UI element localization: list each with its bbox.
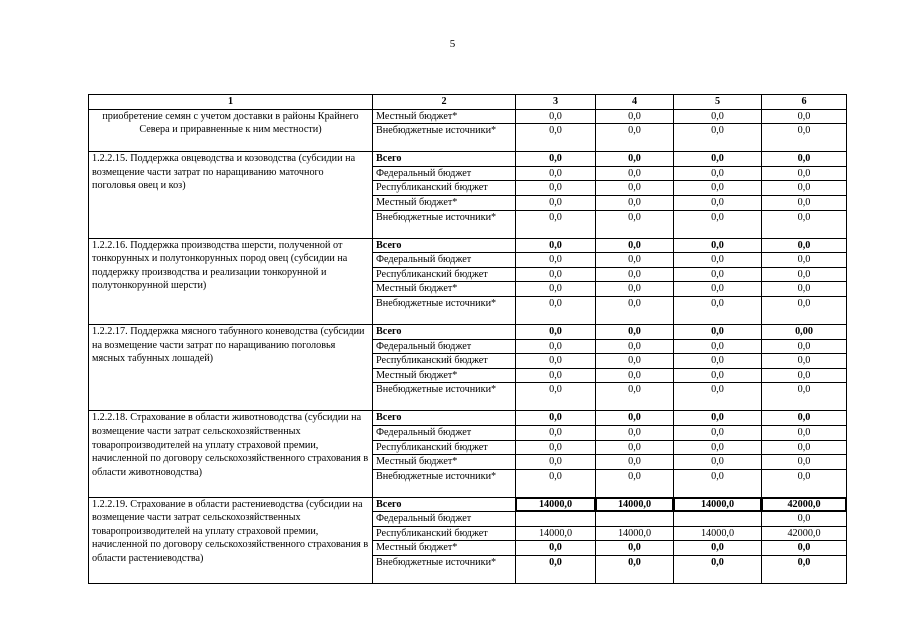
amount-cell: 0,0 — [674, 210, 762, 238]
amount-cell: 0,0 — [762, 267, 847, 282]
amount-cell: 0,0 — [762, 411, 847, 426]
funding-source: Федеральный бюджет — [373, 339, 516, 354]
amount-cell: 0,0 — [762, 210, 847, 238]
amount-cell: 0,0 — [762, 238, 847, 253]
amount-cell: 0,0 — [596, 425, 674, 440]
amount-cell: 0,0 — [596, 267, 674, 282]
amount-cell: 0,0 — [596, 109, 674, 124]
amount-cell: 0,0 — [674, 181, 762, 196]
amount-cell: 0,0 — [674, 469, 762, 497]
amount-cell: 0,0 — [596, 383, 674, 411]
amount-cell: 0,0 — [516, 109, 596, 124]
amount-cell: 0,0 — [596, 195, 674, 210]
amount-cell: 0,0 — [516, 253, 596, 268]
amount-cell: 0,0 — [674, 267, 762, 282]
funding-source: Республиканский бюджет — [373, 267, 516, 282]
funding-source: Внебюджетные источники* — [373, 296, 516, 324]
funding-source: Республиканский бюджет — [373, 440, 516, 455]
amount-cell: 0,0 — [516, 541, 596, 556]
measure-description: 1.2.2.16. Поддержка производства шерсти, полученной от тонкорунных и полутонкорунных пород овец (субсидии на поддержку производства и реализации тонкорунной и полутонкорунной шерсти) — [89, 238, 373, 324]
amount-cell: 14000,0 — [596, 497, 674, 512]
amount-cell: 0,0 — [674, 556, 762, 584]
funding-source: Внебюджетные источники* — [373, 210, 516, 238]
amount-cell: 0,0 — [674, 166, 762, 181]
column-header-3: 3 — [516, 95, 596, 110]
amount-cell: 0,0 — [674, 195, 762, 210]
funding-source: Внебюджетные источники* — [373, 124, 516, 152]
amount-cell: 14000,0 — [674, 526, 762, 541]
amount-cell: 0,0 — [596, 368, 674, 383]
amount-cell: 0,0 — [516, 455, 596, 470]
amount-cell: 0,0 — [516, 181, 596, 196]
column-header-4: 4 — [596, 95, 674, 110]
funding-source: Внебюджетные источники* — [373, 469, 516, 497]
amount-cell: 0,0 — [596, 181, 674, 196]
amount-cell: 0,0 — [762, 152, 847, 167]
amount-cell: 0,0 — [762, 181, 847, 196]
funding-source: Местный бюджет* — [373, 541, 516, 556]
funding-source: Федеральный бюджет — [373, 253, 516, 268]
funding-source: Всего — [373, 411, 516, 426]
funding-source: Всего — [373, 497, 516, 512]
amount-cell: 0,0 — [674, 440, 762, 455]
amount-cell: 0,0 — [516, 368, 596, 383]
measure-description: 1.2.2.17. Поддержка мясного табунного коневодства (субсидии на возмещение части затрат по наращиванию поголовья мясных табунных лошадей) — [89, 324, 373, 410]
amount-cell: 0,0 — [762, 512, 847, 527]
amount-cell: 0,0 — [674, 282, 762, 297]
funding-source: Местный бюджет* — [373, 195, 516, 210]
amount-cell: 0,0 — [516, 124, 596, 152]
amount-cell: 0,0 — [762, 253, 847, 268]
amount-cell: 0,0 — [762, 541, 847, 556]
amount-cell: 0,0 — [762, 109, 847, 124]
amount-cell: 0,0 — [516, 324, 596, 339]
amount-cell: 0,0 — [762, 556, 847, 584]
amount-cell — [596, 512, 674, 527]
measure-description: 1.2.2.19. Страхование в области растениеводства (субсидии на возмещение части затрат сельскохозяйственных товаропроизводителей на уплату страховой премии, начисленной по договору сельскохозяйственного страхования в области растениеводства) — [89, 497, 373, 583]
amount-cell: 0,0 — [516, 411, 596, 426]
amount-cell: 14000,0 — [516, 497, 596, 512]
budget-table — [88, 94, 847, 584]
amount-cell: 0,0 — [762, 368, 847, 383]
measure-description: 1.2.2.18. Страхование в области животноводства (субсидии на возмещение части затрат сельскохозяйственных товаропроизводителей на уплату страховой премии, начисленной по договору сельскохозяйственного страхования в области животноводства) — [89, 411, 373, 497]
funding-source: Местный бюджет* — [373, 282, 516, 297]
funding-source: Всего — [373, 152, 516, 167]
column-header-2: 2 — [373, 95, 516, 110]
amount-cell: 14000,0 — [516, 526, 596, 541]
table-row — [89, 152, 847, 167]
amount-cell: 0,0 — [762, 354, 847, 369]
amount-cell: 0,0 — [674, 109, 762, 124]
column-header-5: 5 — [674, 95, 762, 110]
funding-source: Внебюджетные источники* — [373, 556, 516, 584]
table-row — [89, 109, 847, 124]
amount-cell: 0,0 — [674, 411, 762, 426]
funding-source: Федеральный бюджет — [373, 166, 516, 181]
amount-cell: 0,0 — [596, 556, 674, 584]
amount-cell: 0,0 — [516, 425, 596, 440]
funding-source: Внебюджетные источники* — [373, 383, 516, 411]
amount-cell — [674, 512, 762, 527]
amount-cell: 0,0 — [596, 339, 674, 354]
table-row — [89, 497, 847, 512]
amount-cell: 0,0 — [762, 296, 847, 324]
funding-source: Местный бюджет* — [373, 368, 516, 383]
table-row — [89, 411, 847, 426]
page-number: 5 — [449, 38, 456, 50]
header-row — [89, 95, 847, 110]
amount-cell: 0,0 — [596, 210, 674, 238]
amount-cell: 0,0 — [596, 296, 674, 324]
funding-source: Республиканский бюджет — [373, 526, 516, 541]
amount-cell: 0,0 — [674, 296, 762, 324]
amount-cell: 0,0 — [762, 195, 847, 210]
amount-cell: 0,0 — [762, 440, 847, 455]
amount-cell: 0,0 — [762, 282, 847, 297]
amount-cell: 0,00 — [762, 324, 847, 339]
amount-cell: 0,0 — [516, 440, 596, 455]
amount-cell: 0,0 — [516, 339, 596, 354]
amount-cell: 0,0 — [762, 425, 847, 440]
amount-cell: 14000,0 — [596, 526, 674, 541]
amount-cell: 0,0 — [516, 469, 596, 497]
amount-cell: 0,0 — [674, 354, 762, 369]
amount-cell: 0,0 — [596, 541, 674, 556]
amount-cell: 0,0 — [516, 152, 596, 167]
table-body — [89, 109, 847, 583]
amount-cell: 14000,0 — [674, 497, 762, 512]
amount-cell: 0,0 — [596, 354, 674, 369]
amount-cell: 0,0 — [596, 124, 674, 152]
amount-cell: 0,0 — [674, 383, 762, 411]
amount-cell: 0,0 — [674, 324, 762, 339]
amount-cell: 0,0 — [674, 368, 762, 383]
funding-source: Республиканский бюджет — [373, 181, 516, 196]
amount-cell: 0,0 — [674, 339, 762, 354]
amount-cell: 0,0 — [762, 124, 847, 152]
funding-source: Республиканский бюджет — [373, 354, 516, 369]
amount-cell: 0,0 — [516, 383, 596, 411]
amount-cell: 0,0 — [674, 425, 762, 440]
amount-cell — [516, 512, 596, 527]
amount-cell: 0,0 — [596, 440, 674, 455]
amount-cell: 0,0 — [762, 383, 847, 411]
amount-cell: 0,0 — [762, 455, 847, 470]
amount-cell: 0,0 — [674, 455, 762, 470]
amount-cell: 0,0 — [596, 455, 674, 470]
amount-cell: 0,0 — [516, 296, 596, 324]
amount-cell: 0,0 — [596, 166, 674, 181]
amount-cell: 0,0 — [674, 253, 762, 268]
amount-cell: 0,0 — [596, 282, 674, 297]
amount-cell: 0,0 — [596, 152, 674, 167]
amount-cell: 0,0 — [596, 324, 674, 339]
amount-cell: 0,0 — [516, 267, 596, 282]
funding-source: Местный бюджет* — [373, 109, 516, 124]
amount-cell: 0,0 — [596, 238, 674, 253]
funding-source: Всего — [373, 238, 516, 253]
column-header-6: 6 — [762, 95, 847, 110]
amount-cell: 0,0 — [674, 238, 762, 253]
amount-cell: 0,0 — [674, 152, 762, 167]
amount-cell: 0,0 — [516, 195, 596, 210]
amount-cell: 0,0 — [516, 166, 596, 181]
funding-source: Местный бюджет* — [373, 455, 516, 470]
column-header-1: 1 — [89, 95, 373, 110]
amount-cell: 0,0 — [674, 124, 762, 152]
funding-source: Федеральный бюджет — [373, 512, 516, 527]
amount-cell: 0,0 — [596, 469, 674, 497]
table-row — [89, 324, 847, 339]
funding-source: Федеральный бюджет — [373, 425, 516, 440]
measure-description: приобретение семян с учетом доставки в районы Крайнего Севера и приравненные к ним местности) — [89, 109, 373, 152]
amount-cell: 0,0 — [516, 282, 596, 297]
amount-cell: 0,0 — [516, 238, 596, 253]
measure-description: 1.2.2.15. Поддержка овцеводства и козоводства (субсидии на возмещение части затрат по наращиванию маточного поголовья овец и коз) — [89, 152, 373, 238]
table-row — [89, 238, 847, 253]
amount-cell: 0,0 — [596, 253, 674, 268]
amount-cell: 0,0 — [674, 541, 762, 556]
amount-cell: 0,0 — [762, 339, 847, 354]
amount-cell: 42000,0 — [762, 526, 847, 541]
amount-cell: 0,0 — [762, 469, 847, 497]
amount-cell: 0,0 — [516, 210, 596, 238]
funding-source: Всего — [373, 324, 516, 339]
amount-cell: 0,0 — [762, 166, 847, 181]
amount-cell: 0,0 — [596, 411, 674, 426]
amount-cell: 0,0 — [516, 556, 596, 584]
amount-cell: 0,0 — [516, 354, 596, 369]
amount-cell: 42000,0 — [762, 497, 847, 512]
